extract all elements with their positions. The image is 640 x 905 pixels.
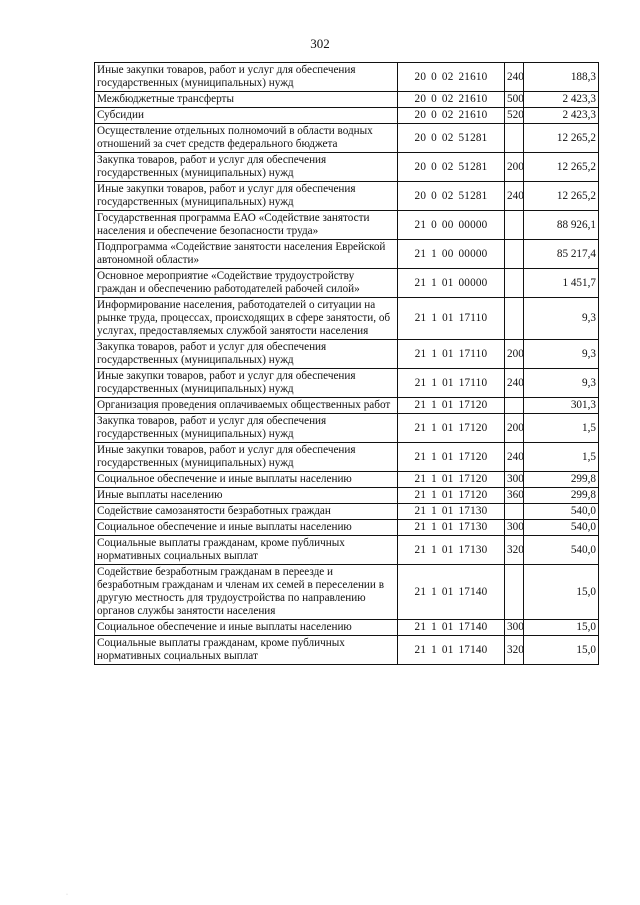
budget-table-body xyxy=(95,63,599,665)
table-row xyxy=(95,124,599,153)
row-code-cell: 21 0 00 00000 xyxy=(398,211,505,240)
table-row xyxy=(95,182,599,211)
row-name-cell: Основное мероприятие «Содействие трудоустройству граждан и обеспечению работодателей рабочей силой» xyxy=(95,269,398,298)
row-amount-cell: 85 217,4 xyxy=(524,240,599,269)
row-code-cell: 20 0 02 21610 xyxy=(398,63,505,92)
page-number: 302 xyxy=(310,36,330,51)
row-amount-cell: 2 423,3 xyxy=(524,92,599,108)
row-expense-type-cell: 200 xyxy=(505,414,524,443)
row-name-cell: Подпрограмма «Содействие занятости населения Еврейской автономной области» xyxy=(95,240,398,269)
row-expense-type-cell xyxy=(505,124,524,153)
row-amount-cell: 15,0 xyxy=(524,636,599,665)
row-name-cell: Закупка товаров, работ и услуг для обеспечения государственных (муниципальных) нужд xyxy=(95,153,398,182)
table-row xyxy=(95,565,599,620)
row-expense-type-cell: 240 xyxy=(505,443,524,472)
row-expense-type-cell: 200 xyxy=(505,153,524,182)
row-expense-type-cell: 300 xyxy=(505,520,524,536)
row-code-cell: 21 1 01 17130 xyxy=(398,536,505,565)
row-code-cell: 21 1 01 17140 xyxy=(398,565,505,620)
row-expense-type-cell: 320 xyxy=(505,636,524,665)
table-row xyxy=(95,620,599,636)
row-amount-cell: 2 423,3 xyxy=(524,108,599,124)
table-row xyxy=(95,92,599,108)
row-code-cell: 21 1 01 17110 xyxy=(398,298,505,340)
row-code-cell: 20 0 02 21610 xyxy=(398,108,505,124)
row-name-cell: Закупка товаров, работ и услуг для обеспечения государственных (муниципальных) нужд xyxy=(95,340,398,369)
row-name-cell: Иные выплаты населению xyxy=(95,488,398,504)
table-row xyxy=(95,488,599,504)
row-amount-cell: 88 926,1 xyxy=(524,211,599,240)
row-name-cell: Социальное обеспечение и иные выплаты населению xyxy=(95,472,398,488)
row-expense-type-cell xyxy=(505,504,524,520)
row-code-cell: 21 1 01 17130 xyxy=(398,504,505,520)
table-row xyxy=(95,636,599,665)
table-row xyxy=(95,240,599,269)
row-expense-type-cell: 300 xyxy=(505,620,524,636)
row-name-cell: Социальное обеспечение и иные выплаты населению xyxy=(95,520,398,536)
row-code-cell: 21 1 01 17110 xyxy=(398,369,505,398)
row-code-cell: 21 1 01 17120 xyxy=(398,472,505,488)
row-expense-type-cell xyxy=(505,240,524,269)
row-amount-cell: 9,3 xyxy=(524,369,599,398)
row-name-cell: Иные закупки товаров, работ и услуг для обеспечения государственных (муниципальных) нужд xyxy=(95,63,398,92)
row-expense-type-cell xyxy=(505,269,524,298)
row-code-cell: 20 0 02 51281 xyxy=(398,153,505,182)
row-code-cell: 21 1 01 17120 xyxy=(398,414,505,443)
table-row xyxy=(95,340,599,369)
row-amount-cell: 299,8 xyxy=(524,472,599,488)
table-row xyxy=(95,108,599,124)
row-name-cell: Социальные выплаты гражданам, кроме публичных нормативных социальных выплат xyxy=(95,536,398,565)
row-amount-cell: 9,3 xyxy=(524,340,599,369)
row-code-cell: 21 1 01 17140 xyxy=(398,620,505,636)
row-name-cell: Осуществление отдельных полномочий в области водных отношений за счет средств федерального бюджета xyxy=(95,124,398,153)
table-row xyxy=(95,504,599,520)
row-code-cell: 21 1 01 00000 xyxy=(398,269,505,298)
row-code-cell: 20 0 02 51281 xyxy=(398,182,505,211)
row-name-cell: Социальное обеспечение и иные выплаты населению xyxy=(95,620,398,636)
row-expense-type-cell: 240 xyxy=(505,63,524,92)
row-code-cell: 21 1 01 17120 xyxy=(398,488,505,504)
row-code-cell: 20 0 02 51281 xyxy=(398,124,505,153)
budget-table xyxy=(94,62,599,665)
row-amount-cell: 15,0 xyxy=(524,565,599,620)
row-expense-type-cell: 500 xyxy=(505,92,524,108)
row-name-cell: Социальные выплаты гражданам, кроме публичных нормативных социальных выплат xyxy=(95,636,398,665)
row-expense-type-cell xyxy=(505,398,524,414)
row-expense-type-cell xyxy=(505,565,524,620)
row-expense-type-cell: 200 xyxy=(505,340,524,369)
table-row xyxy=(95,369,599,398)
table-row xyxy=(95,269,599,298)
table-row xyxy=(95,472,599,488)
row-name-cell: Иные закупки товаров, работ и услуг для обеспечения государственных (муниципальных) нужд xyxy=(95,369,398,398)
table-row xyxy=(95,536,599,565)
row-code-cell: 21 1 01 17110 xyxy=(398,340,505,369)
table-row xyxy=(95,298,599,340)
row-amount-cell: 301,3 xyxy=(524,398,599,414)
row-code-cell: 21 1 01 17130 xyxy=(398,520,505,536)
row-amount-cell: 188,3 xyxy=(524,63,599,92)
row-expense-type-cell: 320 xyxy=(505,536,524,565)
row-expense-type-cell: 520 xyxy=(505,108,524,124)
table-row xyxy=(95,443,599,472)
table-row xyxy=(95,398,599,414)
row-code-cell: 21 1 01 17120 xyxy=(398,398,505,414)
row-name-cell: Закупка товаров, работ и услуг для обеспечения государственных (муниципальных) нужд xyxy=(95,414,398,443)
row-expense-type-cell: 240 xyxy=(505,369,524,398)
row-amount-cell: 540,0 xyxy=(524,520,599,536)
row-amount-cell: 1 451,7 xyxy=(524,269,599,298)
row-amount-cell: 1,5 xyxy=(524,443,599,472)
row-expense-type-cell: 360 xyxy=(505,488,524,504)
row-expense-type-cell xyxy=(505,298,524,340)
row-amount-cell: 12 265,2 xyxy=(524,182,599,211)
row-name-cell: Иные закупки товаров, работ и услуг для обеспечения государственных (муниципальных) нужд xyxy=(95,182,398,211)
scan-speck: · xyxy=(66,892,68,898)
row-name-cell: Иные закупки товаров, работ и услуг для обеспечения государственных (муниципальных) нужд xyxy=(95,443,398,472)
row-amount-cell: 12 265,2 xyxy=(524,124,599,153)
row-expense-type-cell: 240 xyxy=(505,182,524,211)
row-amount-cell: 540,0 xyxy=(524,504,599,520)
table-row xyxy=(95,414,599,443)
row-amount-cell: 1,5 xyxy=(524,414,599,443)
row-code-cell: 20 0 02 21610 xyxy=(398,92,505,108)
row-amount-cell: 540,0 xyxy=(524,536,599,565)
row-code-cell: 21 1 01 17140 xyxy=(398,636,505,665)
table-row xyxy=(95,520,599,536)
row-name-cell: Государственная программа ЕАО «Содействие занятости населения и обеспечение безопасности труда» xyxy=(95,211,398,240)
row-name-cell: Информирование населения, работодателей о ситуации на рынке труда, процессах, происходящих в сфере занятости, об услугах, предоставляемых службой занятости населения xyxy=(95,298,398,340)
table-row xyxy=(95,211,599,240)
row-amount-cell: 299,8 xyxy=(524,488,599,504)
row-name-cell: Субсидии xyxy=(95,108,398,124)
row-expense-type-cell xyxy=(505,211,524,240)
row-name-cell: Содействие безработным гражданам в переезде и безработным гражданам и членам их семей в переселении в другую местность для трудоустройства по направлению органов службы занятости населения xyxy=(95,565,398,620)
table-row xyxy=(95,153,599,182)
row-code-cell: 21 1 00 00000 xyxy=(398,240,505,269)
row-amount-cell: 9,3 xyxy=(524,298,599,340)
row-name-cell: Организация проведения оплачиваемых общественных работ xyxy=(95,398,398,414)
row-expense-type-cell: 300 xyxy=(505,472,524,488)
table-row xyxy=(95,63,599,92)
row-name-cell: Содействие самозанятости безработных граждан xyxy=(95,504,398,520)
row-name-cell: Межбюджетные трансферты xyxy=(95,92,398,108)
row-code-cell: 21 1 01 17120 xyxy=(398,443,505,472)
row-amount-cell: 12 265,2 xyxy=(524,153,599,182)
row-amount-cell: 15,0 xyxy=(524,620,599,636)
